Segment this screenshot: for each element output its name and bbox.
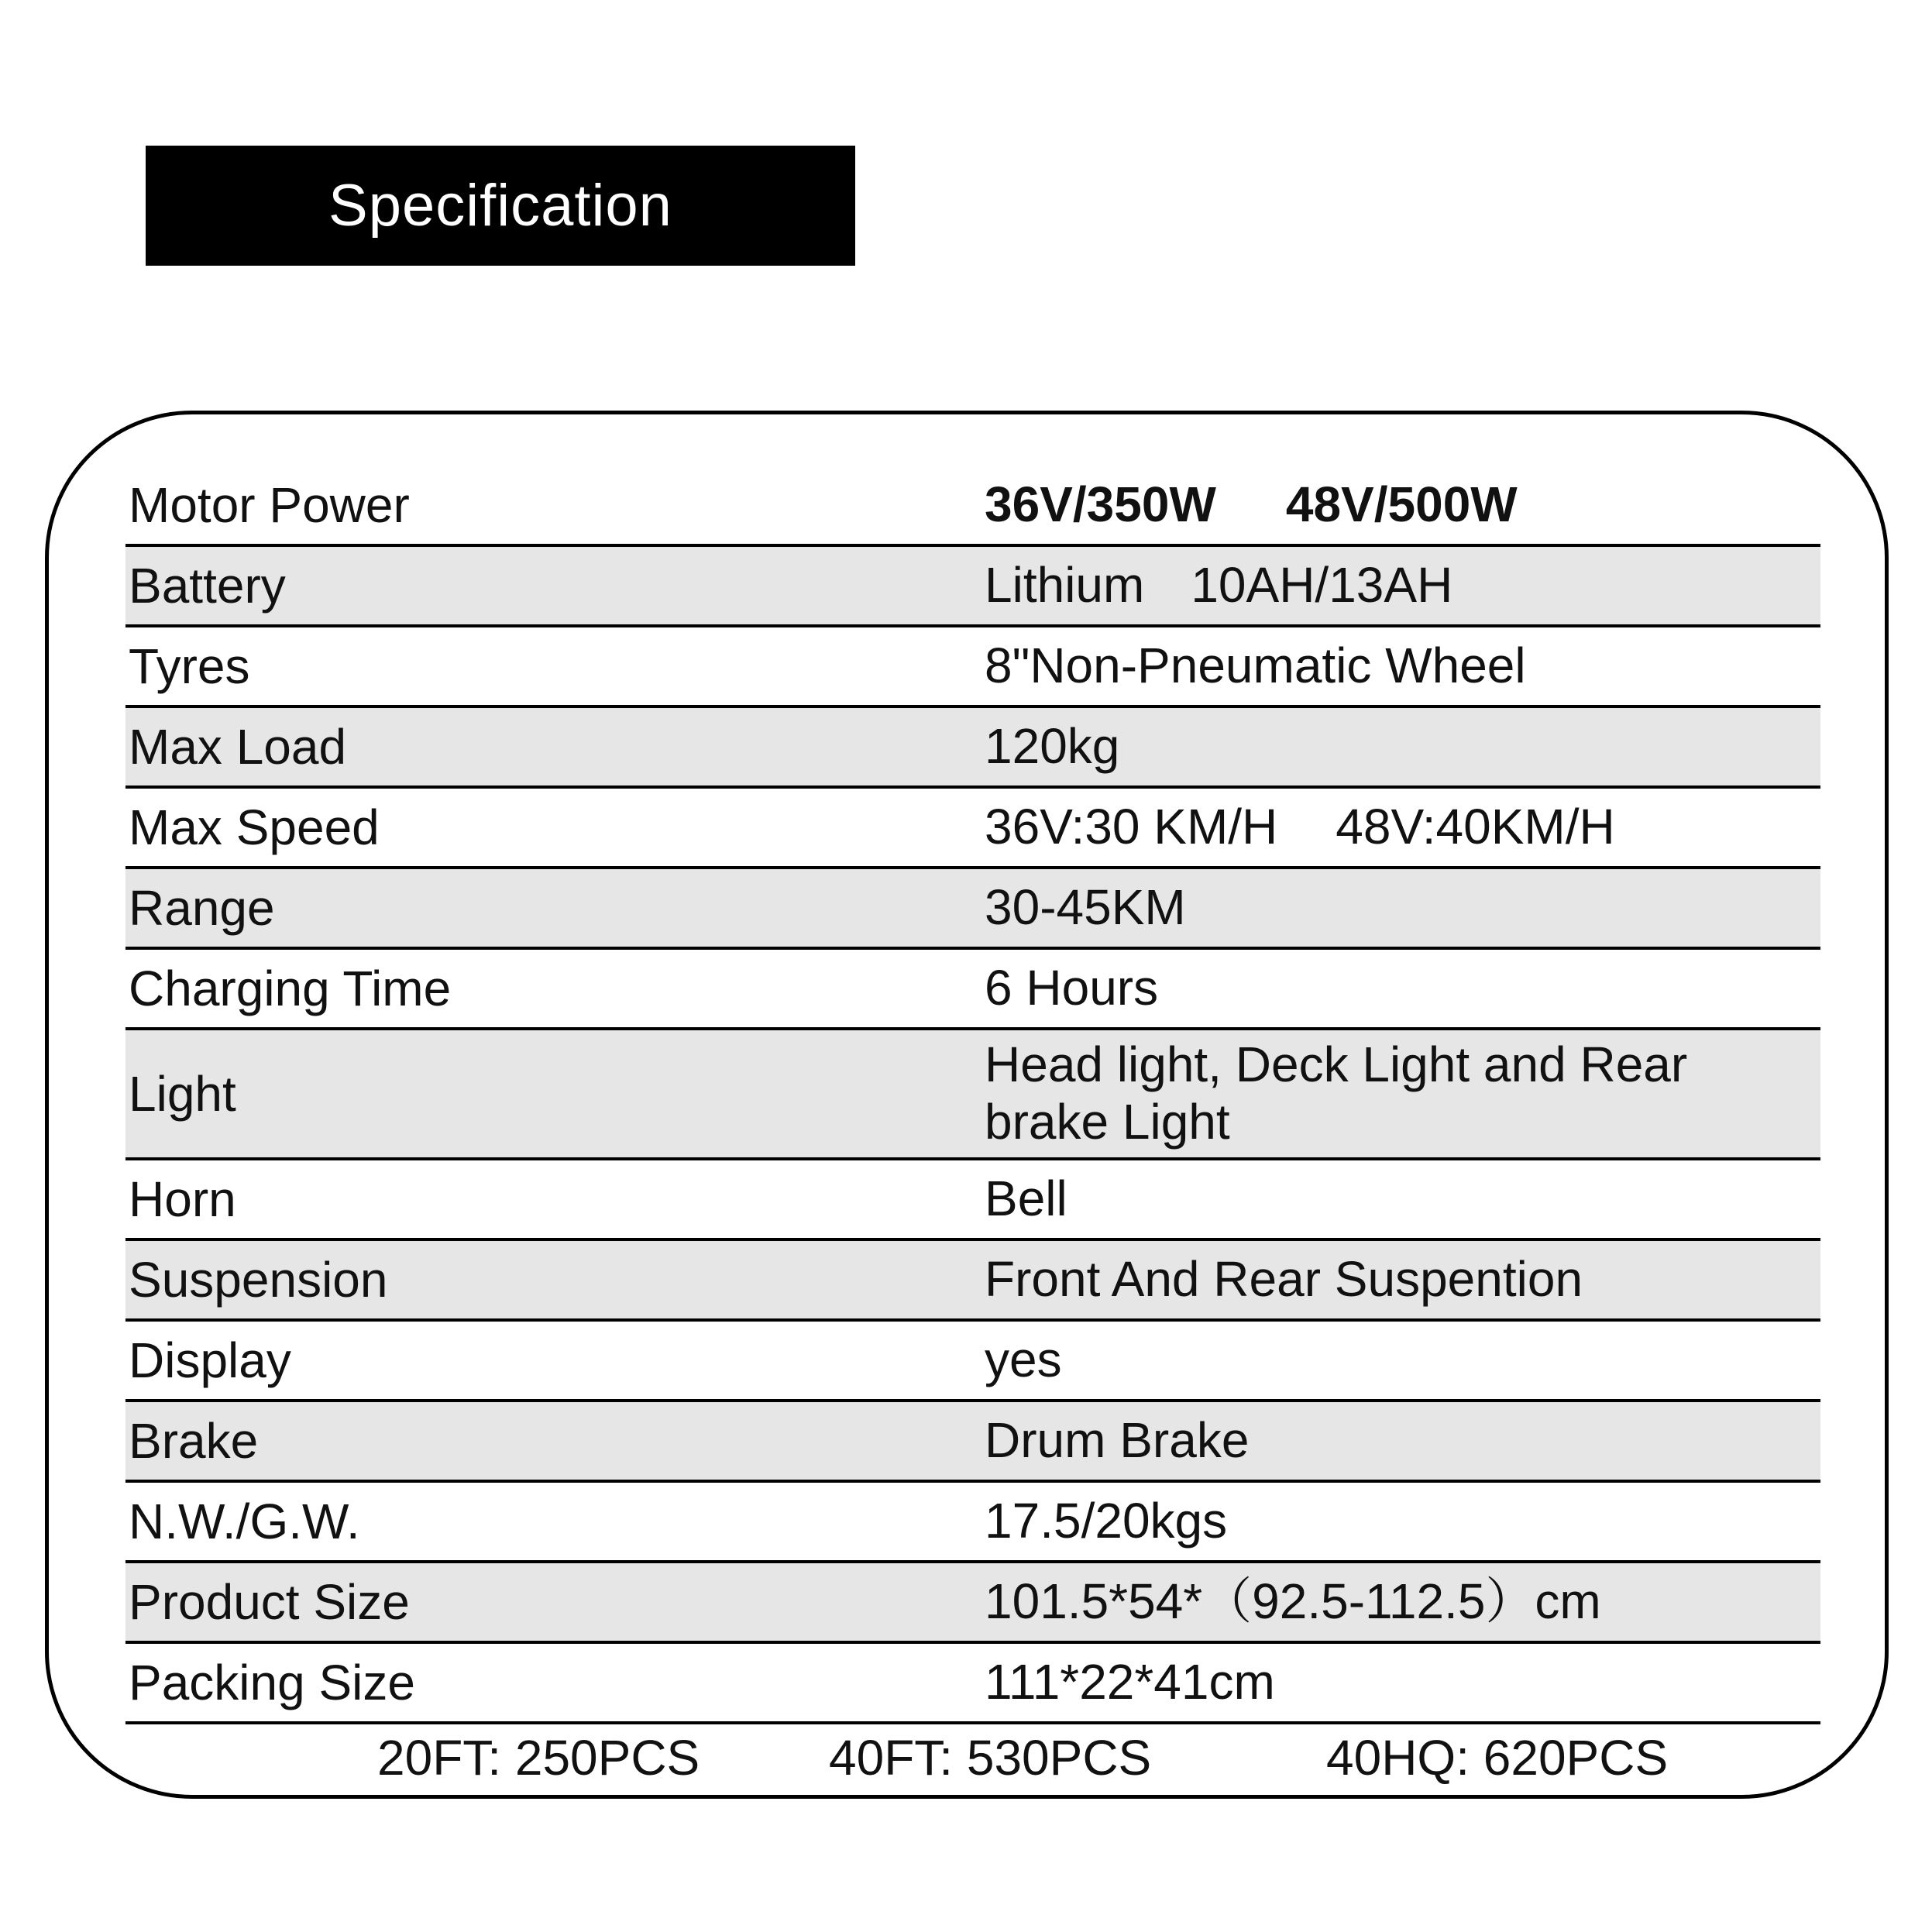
spec-label: N.W./G.W. — [129, 1494, 360, 1549]
spec-value: 101.5*54*（92.5-112.5）cm — [985, 1573, 1601, 1630]
spec-value-2: 10AH/13AH — [1191, 557, 1453, 614]
spec-label: Suspension — [129, 1252, 388, 1308]
spec-value: yes — [985, 1332, 1062, 1388]
spec-value-2: 48V:40KM/H — [1336, 799, 1615, 855]
spec-label: Max Speed — [129, 799, 380, 855]
spec-row-charging-time — [125, 950, 1820, 1030]
spec-label: Brake — [129, 1413, 259, 1469]
spec-value: Bell — [985, 1171, 1067, 1227]
spec-row-suspension — [125, 1241, 1820, 1322]
spec-value-2: 48V/500W — [1285, 476, 1518, 533]
loading-40ft: 40FT: 530PCS — [829, 1730, 1152, 1786]
spec-label: Charging Time — [129, 961, 452, 1016]
spec-row-max-speed — [125, 789, 1820, 869]
spec-table — [125, 466, 1820, 1724]
spec-row-max-load — [125, 708, 1820, 789]
spec-row-brake — [125, 1402, 1820, 1483]
spec-label: Tyres — [129, 638, 250, 694]
spec-value: 30-45KM — [985, 879, 1186, 936]
spec-row-product-size — [125, 1563, 1820, 1644]
spec-label: Product Size — [129, 1574, 410, 1630]
spec-value: Head light, Deck Light and Rear brake Light — [985, 1036, 1688, 1150]
spec-value: 120kg — [985, 718, 1120, 775]
spec-row-weight — [125, 1483, 1820, 1563]
spec-label: Horn — [129, 1171, 236, 1227]
spec-label: Battery — [129, 558, 286, 614]
spec-row-packing-size — [125, 1644, 1820, 1724]
spec-value: Front And Rear Suspention — [985, 1251, 1583, 1308]
loading-20ft: 20FT: 250PCS — [377, 1730, 700, 1786]
spec-row-display — [125, 1322, 1820, 1402]
spec-row-motor-power — [125, 466, 1820, 547]
spec-label: Packing Size — [129, 1655, 415, 1710]
spec-value: Lithium — [985, 557, 1145, 614]
spec-value: 111*22*41cm — [985, 1654, 1275, 1710]
spec-row-battery — [125, 547, 1820, 627]
spec-title-banner — [146, 146, 855, 266]
spec-value: 6 Hours — [985, 960, 1159, 1016]
spec-row-horn — [125, 1160, 1820, 1241]
spec-row-range — [125, 869, 1820, 950]
spec-label: Motor Power — [129, 477, 410, 533]
spec-label: Max Load — [129, 719, 347, 775]
loading-40hq: 40HQ: 620PCS — [1326, 1730, 1669, 1786]
spec-value: 36V/350W — [985, 476, 1216, 533]
spec-label: Range — [129, 880, 275, 936]
spec-label: Display — [129, 1332, 291, 1388]
spec-title: Specification — [328, 173, 672, 239]
spec-value: Drum Brake — [985, 1412, 1250, 1469]
spec-label: Light — [129, 1066, 236, 1122]
spec-value: 8"Non-Pneumatic Wheel — [985, 638, 1526, 694]
spec-value: 17.5/20kgs — [985, 1493, 1228, 1549]
spec-value: 36V:30 KM/H — [985, 799, 1278, 855]
spec-row-tyres — [125, 627, 1820, 708]
spec-row-light — [125, 1030, 1820, 1160]
